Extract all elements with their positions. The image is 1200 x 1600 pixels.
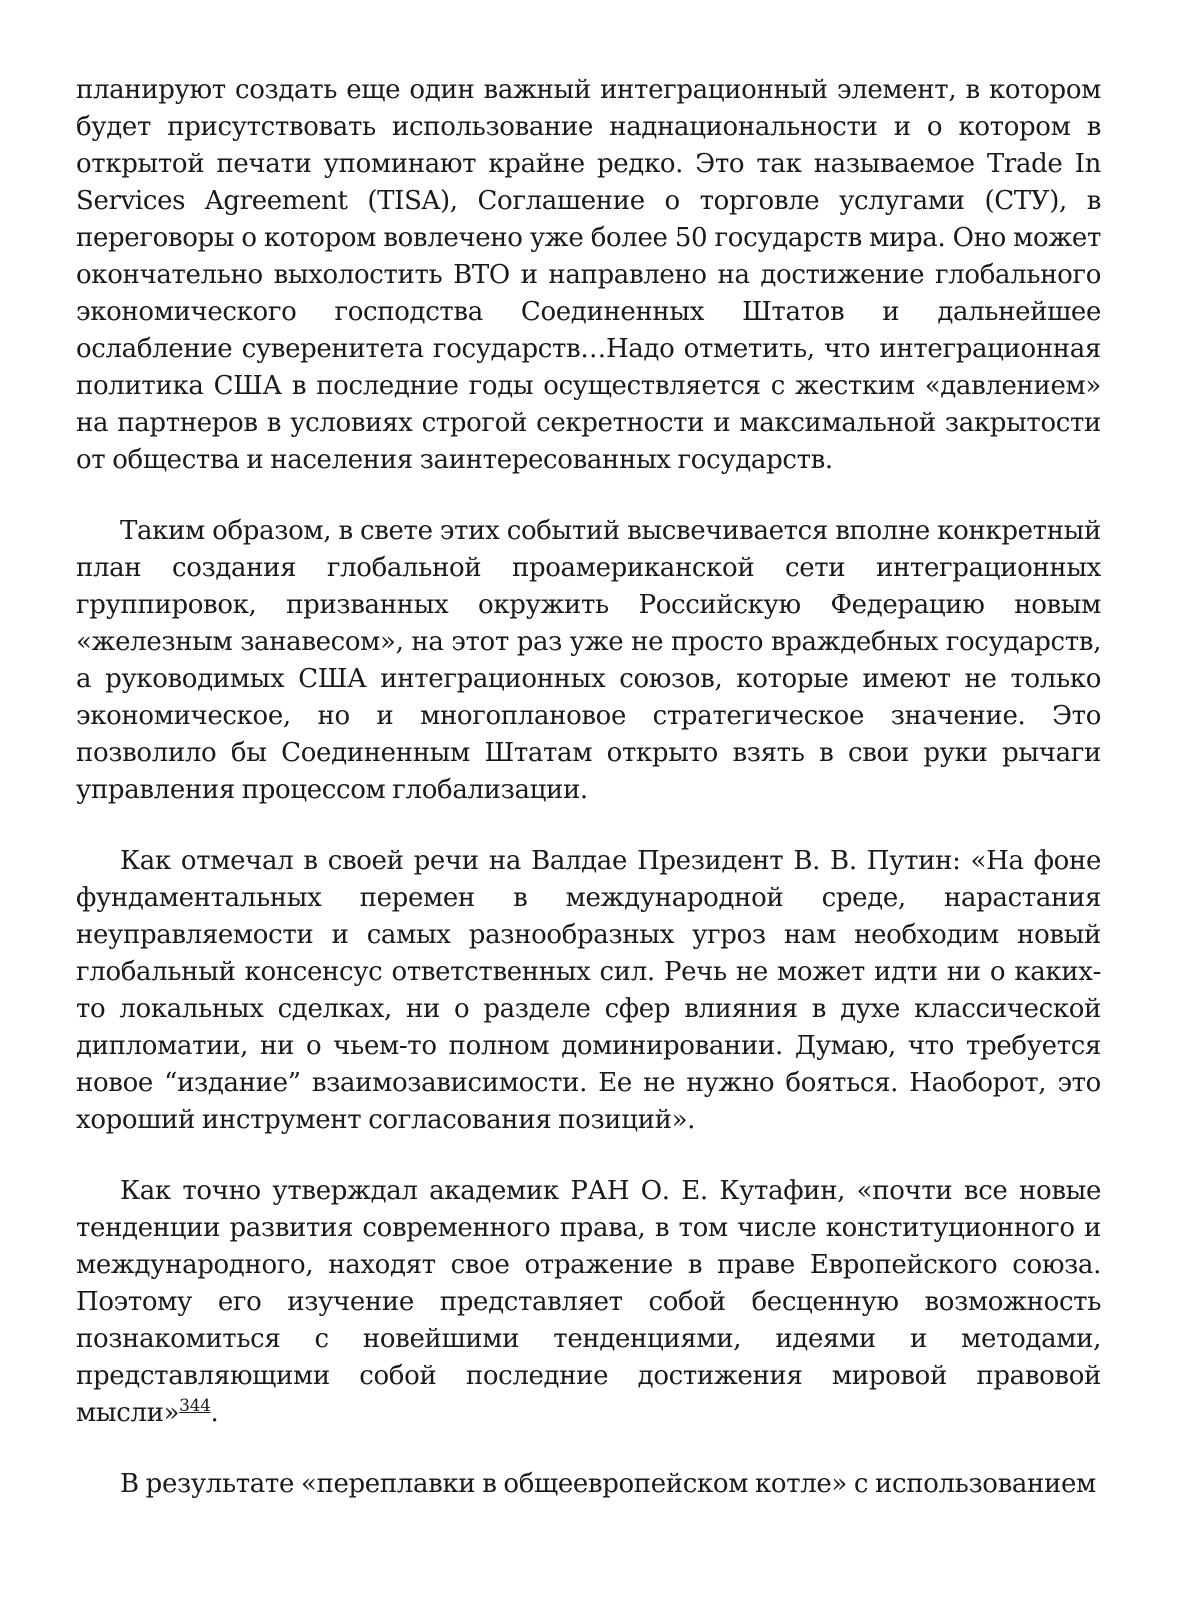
- paragraph-kutafin-quote: [76, 1173, 1101, 1432]
- footnote-reference-link[interactable]: 344: [179, 1396, 211, 1416]
- paragraph-tisa: планируют создать еще один важный интеграционный элемент, в котором будет присутствовать использование наднациональности и о котором в открытой печати упоминают крайне редко. Это так называемое Trade In Services Agreement (TISA), Соглашение о торговле услугами (СТУ), в переговоры о котором вовлечено уже более 50 государств мира. Оно может окончательно выхолостить ВТО и направлено на достижение глобального экономического господства Соединенных Штатов и дальнейшее ослабление суверенитета государств…Надо отметить, что интеграционная политика США в последние годы осуществляется с жестким «давлением» на партнеров в условиях строгой секретности и максимальной закрытости от общества и населения заинтересованных государств.: [76, 75, 1101, 475]
- paragraph-putin-quote: Как отмечал в своей речи на Валдае Президент В. В. Путин: «На фоне фундаментальных перемен в международной среде, нарастания неуправляемости и самых разнообразных угроз нам необходим новый глобальный консенсус ответственных сил. Речь не может идти ни о каких-то локальных сделках, ни о разделе сфер влияния в духе классической дипломатии, ни о чьем-то полном доминировании. Думаю, что требуется новое “издание” взаимозависимости. Ее не нужно бояться. Наоборот, это хороший инструмент согласования позиций».: [76, 846, 1101, 1135]
- paragraph-remelting: В результате «переплавки в общеевропейском котле» с использованием: [120, 1469, 1096, 1499]
- paragraph-global-network: Таким образом, в свете этих событий высвечивается вполне конкретный план создания глобальной проамериканской сети интеграционных группировок, призванных окружить Российскую Федерацию новым «железным занавесом», на этот раз уже не просто враждебных государств, а руководимых США интеграционных союзов, которые имеют не только экономическое, но и многоплановое стратегическое значение. Это позволило бы Соединенным Штатам открыто взять в свои руки рычаги управления процессом глобализации.: [76, 516, 1101, 805]
- paragraph-kutafin-text: Как точно утверждал академик РАН О. Е. Кутафин, «почти все новые тенденции развития современного права, в том числе конституционного и международного, находят свое отражение в праве Европейского союза. Поэтому его изучение представляет собой бесценную возможность познакомиться с новейшими тенденциями, идеями и методами, представляющими собой последние достижения мировой правовой мысли»: [76, 1176, 1101, 1428]
- paragraph-kutafin-tail: .: [210, 1398, 219, 1428]
